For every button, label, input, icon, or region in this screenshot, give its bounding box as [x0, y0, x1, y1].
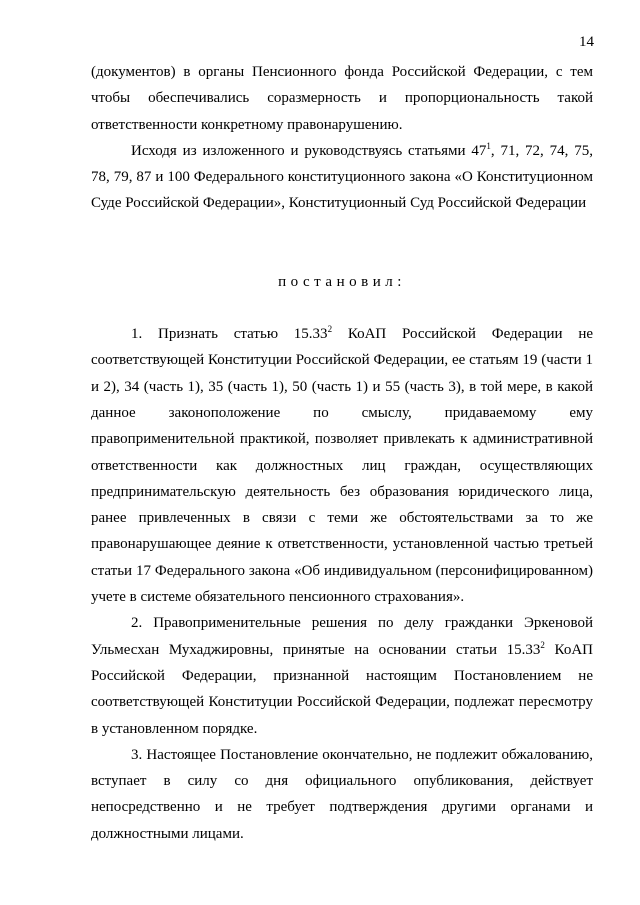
- document-body: [91, 59, 593, 847]
- item-2-text-end: КоАП Российской Федерации, признанной настоящим Постановлением не соответствующей Конституции Российской Федерации, подлежат пересмотру в установленном порядке.: [91, 641, 593, 737]
- item-1-text-start: 1. Признать статью 15.33: [131, 326, 328, 343]
- resolution-item-2: [91, 610, 593, 741]
- resolution-item-3: 3. Настоящее Постановление окончательно, не подлежит обжалованию, вступает в силу со дня официального опубликования, действует непосредственно и не требует подтверждения другими органами и должностными лицами.: [91, 746, 593, 842]
- item-1-superscript: 2: [327, 324, 333, 335]
- paragraph-preamble: [91, 138, 593, 217]
- paragraph-continuation: (документов) в органы Пенсионного фонда Российской Федерации, с тем чтобы обеспечивались соразмерность и пропорциональность такой ответственности конкретному правонарушению.: [91, 64, 593, 133]
- resolution-heading: постановил:: [278, 273, 406, 290]
- item-2-superscript: 2: [540, 639, 545, 650]
- preamble-text-end: , 71, 72, 74, 75, 78, 79, 87 и 100 Федерального конституционного закона «О Конституционном Суде Российской Федерации», Конституционный Суд Российской Федерации: [91, 142, 593, 212]
- resolution-item-1: [91, 321, 593, 610]
- preamble-text-start: Исходя из изложенного и руководствуясь статьями 47: [131, 142, 487, 159]
- preamble-superscript: 1: [486, 140, 491, 151]
- item-2-text-start: 2. Правоприменительные решения по делу гражданки Эркеновой Ульмесхан Мухаджировны, принятые на основании статьи 15.33: [91, 615, 593, 658]
- item-1-text-end: КоАП Российской Федерации не соответствующей Конституции Российской Федерации, ее статьям 19 (части 1 и 2), 34 (часть 1), 35 (часть 1), 50 (часть 1) и 55 (часть 3), в той мере, в какой данное законоположение по смыслу, придаваемому ему правоприменительной практикой, позволяет привлекать к административной ответственности как должностных лиц граждан, осуществляющих предпринимательскую деятельность без образования юридического лица, ранее привлеченных в связи с теми же обстоятельствами за то же правонарушающее деяние к ответственности, установленной частью третьей статьи 17 Федерального закона «Об индивидуальном (персонифицированном) учете в системе обязательного пенсионного страхования».: [91, 326, 594, 606]
- page-number: 14: [579, 34, 594, 50]
